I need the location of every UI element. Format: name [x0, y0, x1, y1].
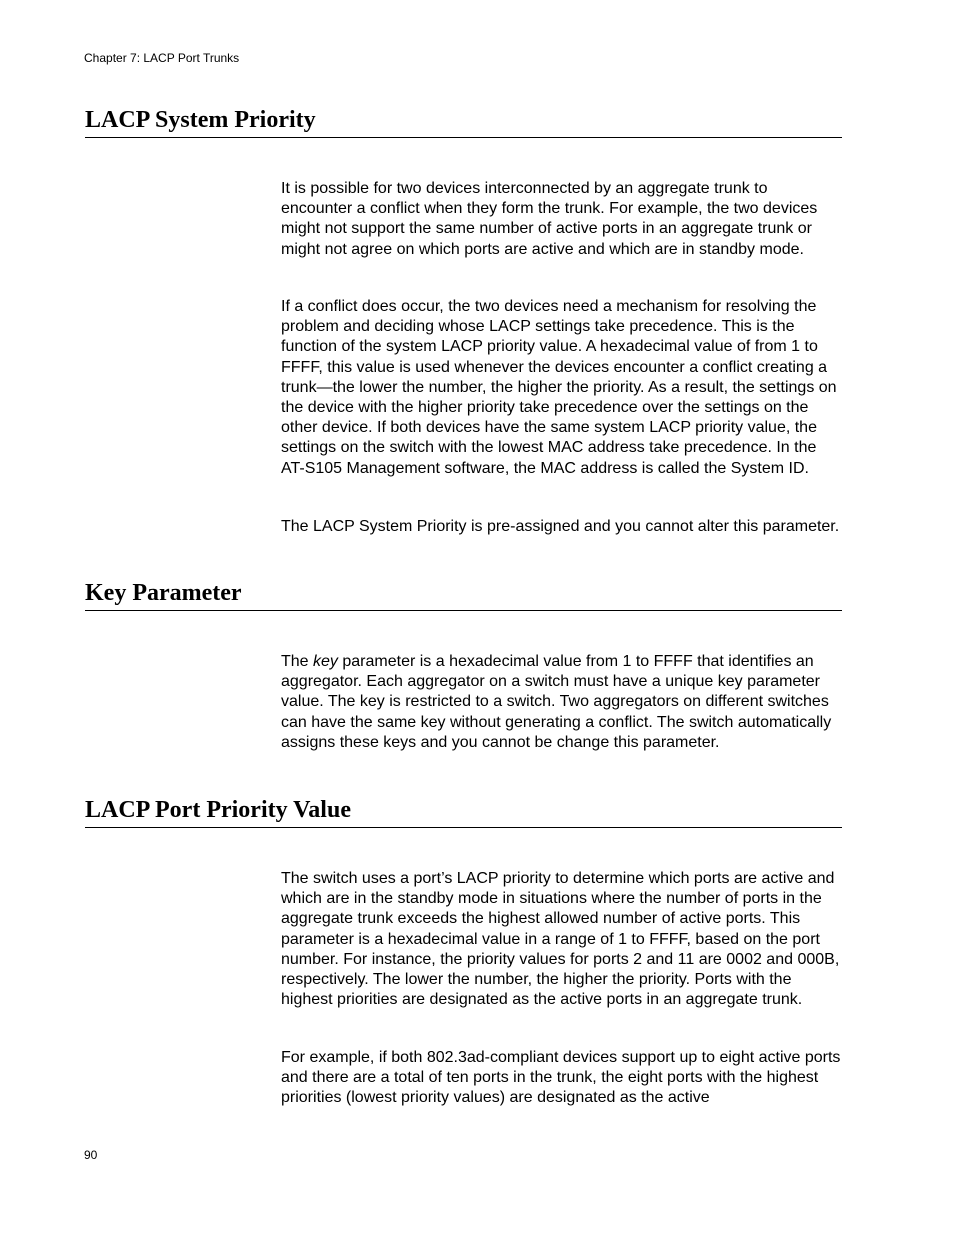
paragraph: It is possible for two devices interconnected by an aggregate trunk to encounter a conflict when they form the trunk. For example, the two devices might not support the same number of active ports in an aggregate trunk or might not agree on which ports are active and which are in standby mode.	[281, 180, 818, 258]
page-number: 90	[84, 1148, 98, 1162]
section-heading-key-parameter: Key Parameter	[85, 579, 842, 611]
text-run: parameter is a hexadecimal value from 1 to FFFF that identifies an aggregator. Each aggregator on a switch must have a unique key parameter value. The key is restricted to a switch. Two aggregators on different switches can have the same key without generating a conflict. The switch automatically assigns these keys and you cannot be change this parameter.	[281, 653, 832, 751]
paragraph: The LACP System Priority is pre-assigned and you cannot alter this parameter.	[281, 518, 840, 535]
paragraph: For example, if both 802.3ad-compliant devices support up to eight active ports and there are a total of ten ports in the trunk, the eight ports with the highest priorities (lowest priority values) are designated as the active	[281, 1049, 841, 1107]
paragraph: The switch uses a port’s LACP priority to determine which ports are active and which are in the standby mode in situations where the number of ports in the aggregate trunk exceeds the highest allowed number of active ports. This parameter is a hexadecimal value in a range of 1 to FFFF, based on the port number. For instance, the priority values for ports 2 and 11 are 0002 and 000B, respectively. The lower the number, the higher the priority. Ports with the highest priorities are designated as the active ports in an aggregate trunk.	[281, 870, 840, 1009]
emphasized-term: key	[313, 653, 338, 670]
section-heading-lacp-port-priority-value: LACP Port Priority Value	[85, 796, 842, 828]
paragraph	[281, 652, 843, 753]
section-heading-lacp-system-priority: LACP System Priority	[85, 106, 842, 138]
text-run: The	[281, 653, 314, 670]
running-header: Chapter 7: LACP Port Trunks	[84, 51, 240, 65]
paragraph: If a conflict does occur, the two devices need a mechanism for resolving the problem and deciding whose LACP settings take precedence. This is the function of the system LACP priority value. A hexadecimal value of from 1 to FFFF, this value is used whenever the devices encounter a conflict creating a trunk—the lower the number, the higher the priority. As a result, the settings on the device with the higher priority take precedence over the settings on the other device. If both devices have the same system LACP priority value, the settings on the switch with the lowest MAC address take precedence. In the AT-S105 Management software, the MAC address is called the System ID.	[281, 298, 837, 477]
